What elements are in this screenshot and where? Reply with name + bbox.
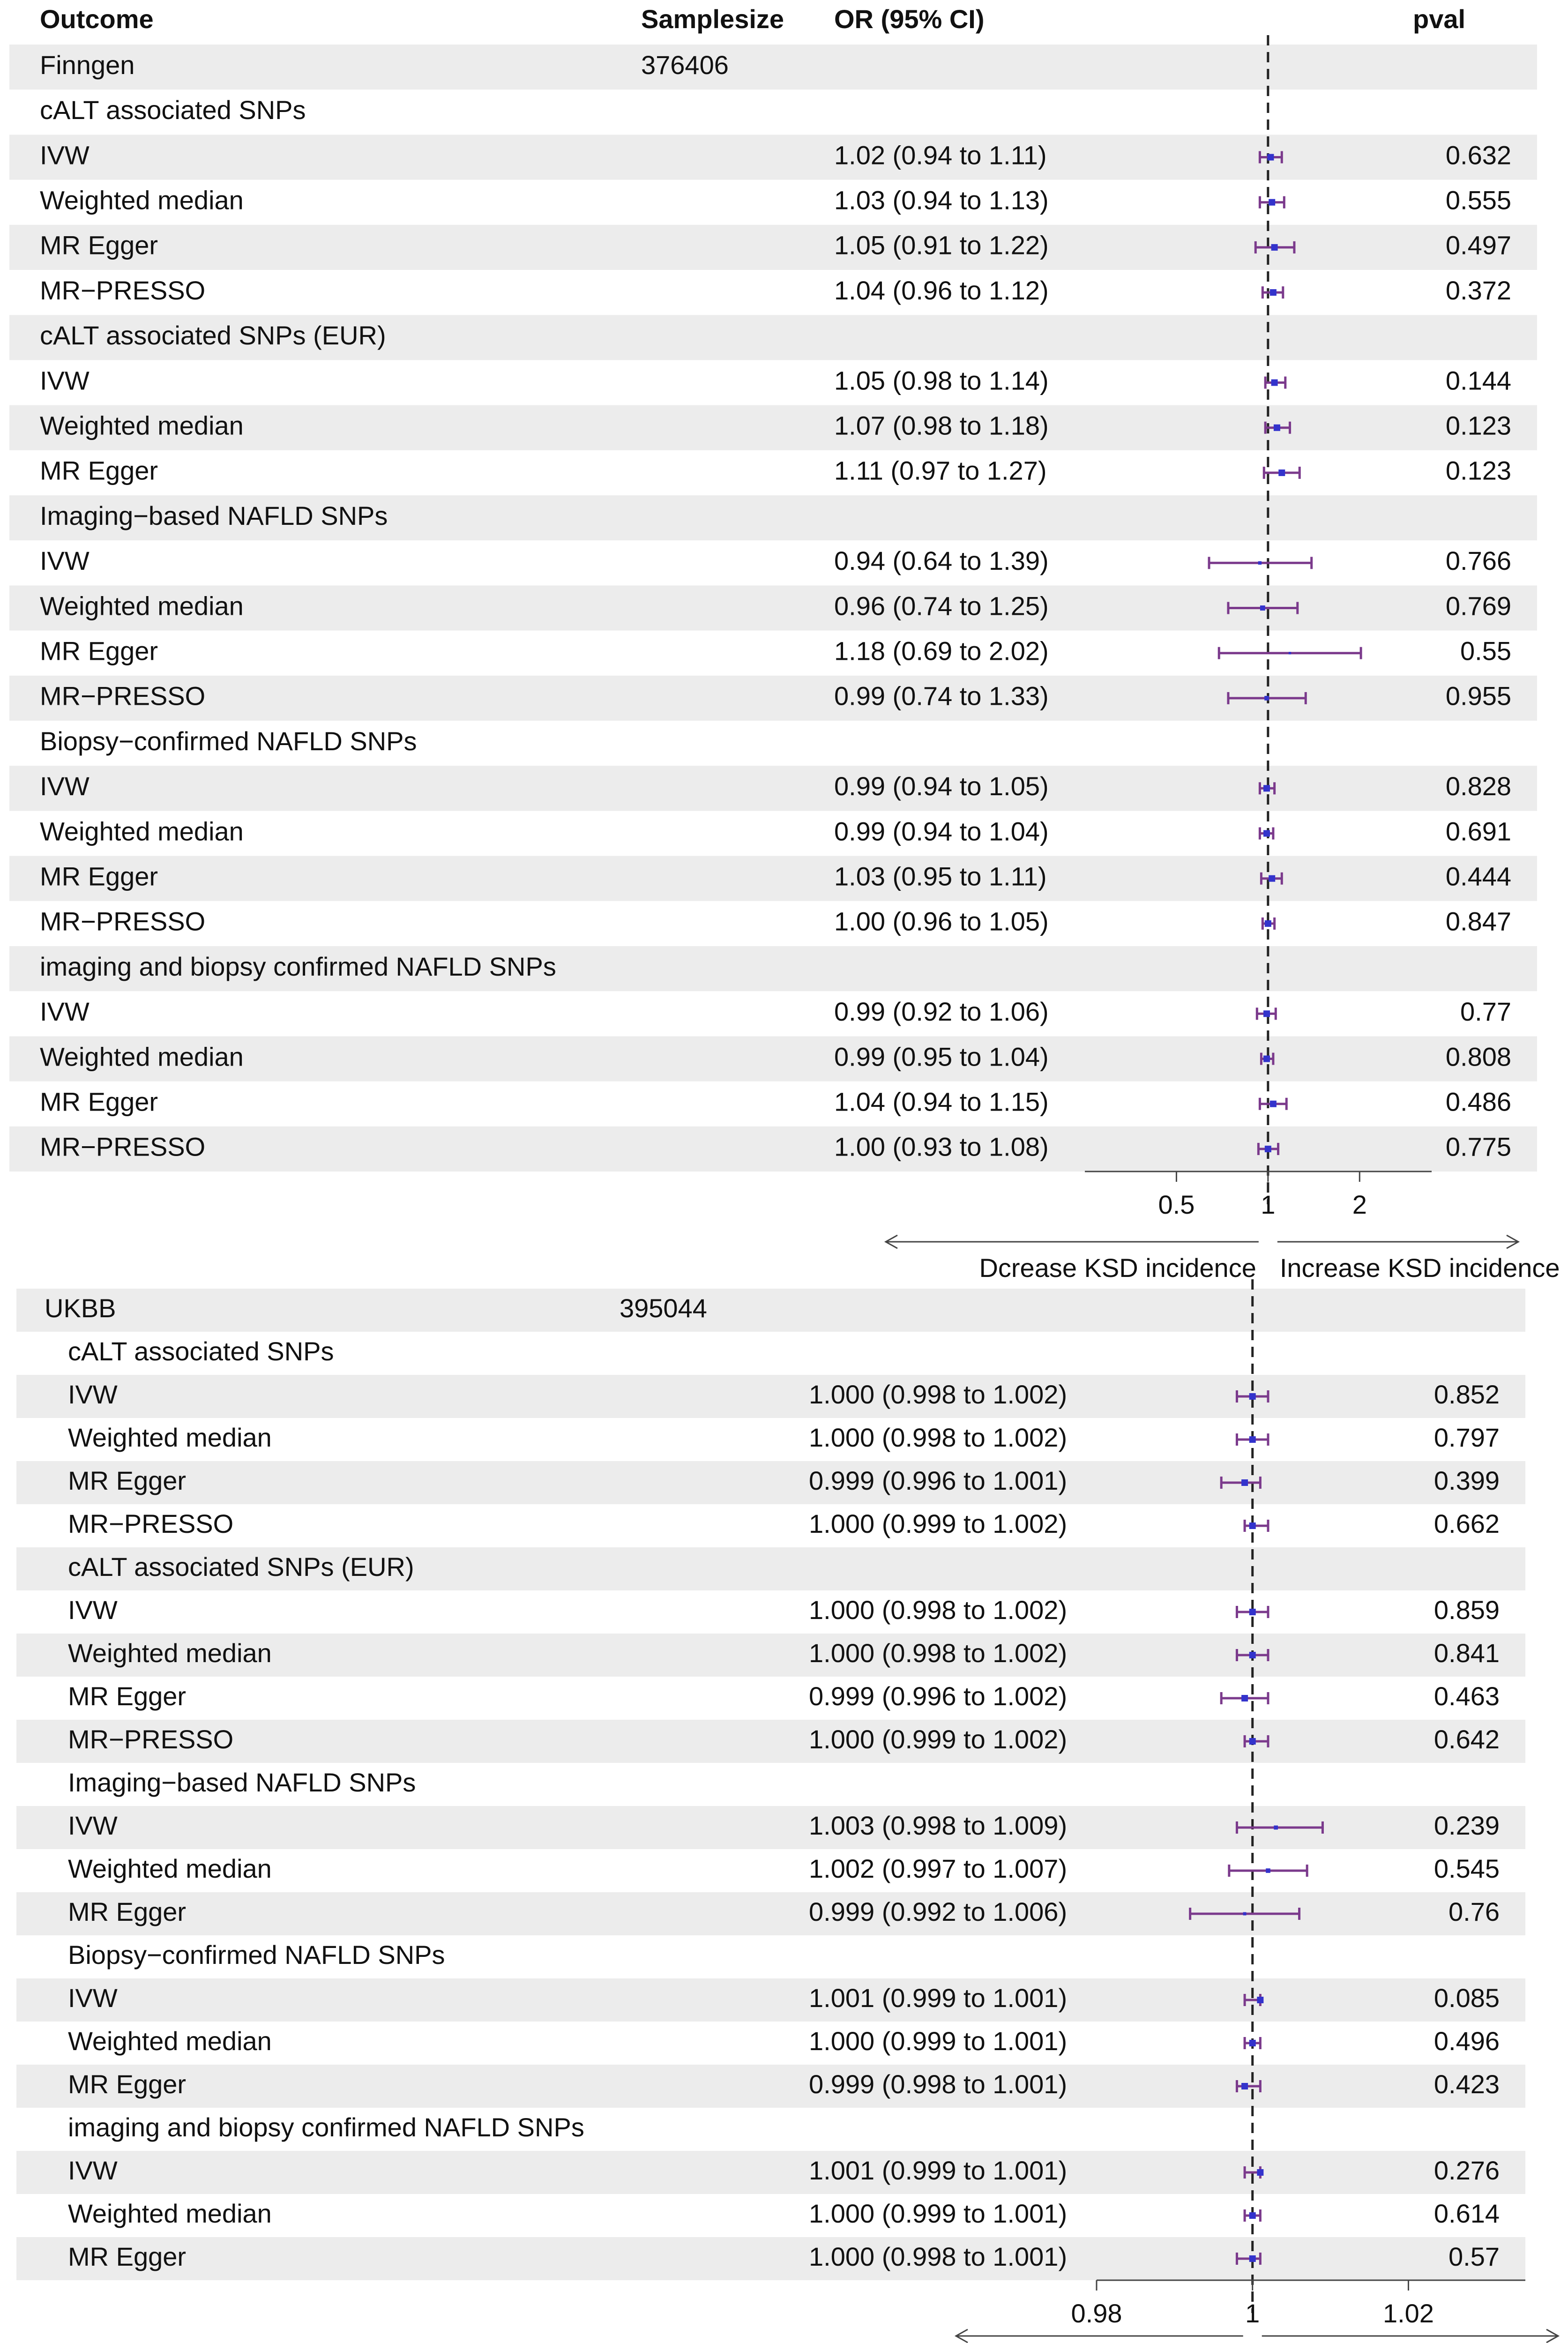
panel2-x-tick-label-2: 1 [1245, 2298, 1260, 2328]
header-pval: pval [1413, 4, 1466, 34]
panel2-g2-r1-point-estimate [1249, 1609, 1256, 1615]
panel2-g2-r3-point-estimate [1241, 1695, 1248, 1701]
panel1-arrow-left-label: Dcrease KSD incidence [979, 1253, 1256, 1283]
panel1-arrow-right-label: Increase KSD incidence [1279, 1253, 1560, 1283]
panel1-row-stripe [9, 856, 1537, 901]
panel2-g1-r1-or-ci-label: 1.000 (0.998 to 1.002) [809, 1379, 1068, 1409]
panel2-g3-r1-method-label: IVW [68, 1810, 118, 1840]
panel1-g4-r1-method-label: IVW [40, 771, 90, 801]
panel1-g1-r3-pval-label: 0.497 [1445, 230, 1511, 260]
panel1-g1-r1-pval-label: 0.632 [1445, 140, 1511, 170]
panel1-group-label-5: imaging and biopsy confirmed NAFLD SNPs [40, 951, 556, 981]
panel1-x-tick-label-3: 2 [1352, 1189, 1367, 1219]
panel2-g5-r2-method-label: Weighted median [68, 2198, 272, 2228]
panel2-g2-r3-method-label: MR Egger [68, 1681, 187, 1711]
panel1-g3-r4-or-ci-label: 0.99 (0.74 to 1.33) [834, 681, 1049, 711]
panel1-g2-r3-method-label: MR Egger [40, 455, 158, 485]
panel1-g1-r4-pval-label: 0.372 [1445, 275, 1511, 305]
panel2-g2-r2-method-label: Weighted median [68, 1638, 272, 1668]
panel2-g3-r3-point-estimate [1243, 1912, 1247, 1916]
header-samplesize: Samplesize [641, 4, 784, 34]
panel1-g2-r2-pval-label: 0.123 [1445, 410, 1511, 440]
panel1-g4-r3-point-estimate [1269, 875, 1275, 882]
panel1-g5-r3-method-label: MR Egger [40, 1087, 158, 1117]
panel2-g1-r1-method-label: IVW [68, 1379, 118, 1409]
panel2-g3-r2-method-label: Weighted median [68, 1853, 272, 1883]
panel2-g5-r2-point-estimate [1249, 2212, 1256, 2219]
panel1-row-stripe [9, 766, 1537, 811]
panel1-g1-r3-point-estimate [1271, 244, 1278, 251]
panel2-g1-r4-pval-label: 0.662 [1434, 1508, 1500, 1538]
panel2-g2-r4-method-label: MR−PRESSO [68, 1724, 234, 1754]
panel2-g5-r3-point-estimate [1249, 2255, 1256, 2262]
panel1-g1-r1-method-label: IVW [40, 140, 90, 170]
panel1-g5-r1-or-ci-label: 0.99 (0.92 to 1.06) [834, 997, 1049, 1027]
panel2-x-tick-label-3: 1.02 [1382, 2298, 1434, 2328]
panel1-cohort-samplesize: 376406 [641, 50, 729, 80]
panel2-g1-r4-point-estimate [1249, 1522, 1256, 1529]
panel2-g1-r2-method-label: Weighted median [68, 1422, 272, 1452]
panel2-g4-r1-or-ci-label: 1.001 (0.999 to 1.001) [809, 1983, 1068, 2013]
panel2-g5-r1-pval-label: 0.276 [1434, 2155, 1500, 2185]
panel1-g5-r1-method-label: IVW [40, 997, 90, 1027]
panel2-g2-r4-pval-label: 0.642 [1434, 1724, 1500, 1754]
panel2-g4-r3-pval-label: 0.423 [1434, 2069, 1500, 2099]
panel1-g4-r2-method-label: Weighted median [40, 816, 244, 846]
panel1-row-stripe [9, 45, 1537, 90]
panel2-g4-r1-method-label: IVW [68, 1983, 118, 2013]
panel1-g4-r1-or-ci-label: 0.99 (0.94 to 1.05) [834, 771, 1049, 801]
panel1-g5-r1-point-estimate [1263, 1010, 1270, 1017]
panel2-g1-r2-pval-label: 0.797 [1434, 1422, 1500, 1452]
panel1-g3-r3-pval-label: 0.55 [1460, 636, 1511, 666]
panel2-g4-r3-method-label: MR Egger [68, 2069, 187, 2099]
panel2-x-tick-label-1: 0.98 [1071, 2298, 1122, 2328]
panel1-g3-r3-method-label: MR Egger [40, 636, 158, 666]
panel1-g2-r1-method-label: IVW [40, 366, 90, 395]
panel1-g2-r2-point-estimate [1274, 425, 1280, 431]
panel2-g5-r3-or-ci-label: 1.000 (0.998 to 1.001) [809, 2241, 1068, 2271]
panel2-g1-r3-pval-label: 0.399 [1434, 1465, 1500, 1495]
panel2-g5-r1-point-estimate [1257, 2169, 1263, 2176]
panel1-g5-r2-method-label: Weighted median [40, 1042, 244, 1072]
panel2-g5-r2-pval-label: 0.614 [1434, 2198, 1500, 2228]
panel2-g5-r3-method-label: MR Egger [68, 2241, 187, 2271]
panel2-g4-r2-point-estimate [1249, 2040, 1256, 2046]
panel2-g3-r2-point-estimate [1266, 1868, 1270, 1873]
panel1-g1-r1-point-estimate [1267, 154, 1274, 161]
panel2-g1-r3-method-label: MR Egger [68, 1465, 187, 1495]
panel2-row-stripe [16, 1720, 1525, 1763]
panel1-g4-r4-method-label: MR−PRESSO [40, 906, 206, 936]
panel2-g5-r2-or-ci-label: 1.000 (0.999 to 1.001) [809, 2198, 1068, 2228]
panel1-g3-r1-method-label: IVW [40, 546, 90, 576]
panel2-g4-r1-pval-label: 0.085 [1434, 1983, 1500, 2013]
panel1-g4-r3-or-ci-label: 1.03 (0.95 to 1.11) [834, 861, 1047, 891]
panel1-g1-r2-method-label: Weighted median [40, 185, 244, 215]
panel1-g1-r4-or-ci-label: 1.04 (0.96 to 1.12) [834, 275, 1049, 305]
panel2-g4-r1-point-estimate [1257, 1997, 1263, 2003]
panel1-g4-r4-pval-label: 0.847 [1445, 906, 1511, 936]
panel1-g1-r2-point-estimate [1269, 199, 1275, 206]
panel2-g1-r2-or-ci-label: 1.000 (0.998 to 1.002) [809, 1422, 1068, 1452]
panel1-x-tick-label-2: 1 [1261, 1189, 1276, 1219]
panel1-g5-r4-point-estimate [1265, 1146, 1271, 1152]
panel2-g3-r2-or-ci-label: 1.002 (0.997 to 1.007) [809, 1853, 1068, 1883]
panel1-g2-r2-method-label: Weighted median [40, 410, 244, 440]
panel1-g4-r1-point-estimate [1263, 785, 1270, 791]
panel2-g4-r2-method-label: Weighted median [68, 2026, 272, 2056]
panel2-row-stripe [16, 1375, 1525, 1418]
panel1-g3-r2-point-estimate [1260, 605, 1265, 611]
panel2-g2-r2-pval-label: 0.841 [1434, 1638, 1500, 1668]
panel1-g1-r4-method-label: MR−PRESSO [40, 275, 206, 305]
panel2-row-stripe [16, 1978, 1525, 2022]
header-outcome: Outcome [40, 4, 154, 34]
panel1-g4-r2-point-estimate [1263, 830, 1270, 837]
panel2-group-label-5: imaging and biopsy confirmed NAFLD SNPs [68, 2112, 584, 2142]
panel2-g2-r3-pval-label: 0.463 [1434, 1681, 1500, 1711]
panel2-g2-r4-point-estimate [1249, 1738, 1256, 1745]
panel1-g2-r3-pval-label: 0.123 [1445, 455, 1511, 485]
panel2-g2-r1-pval-label: 0.859 [1434, 1595, 1500, 1625]
panel1-g3-r4-point-estimate [1264, 696, 1269, 701]
panel2-group-label-4: Biopsy−confirmed NAFLD SNPs [68, 1940, 445, 1970]
panel1-g5-r4-method-label: MR−PRESSO [40, 1132, 206, 1162]
panel2-g2-r1-method-label: IVW [68, 1595, 118, 1625]
panel2-g3-r3-or-ci-label: 0.999 (0.992 to 1.006) [809, 1896, 1068, 1926]
panel2-g4-r2-or-ci-label: 1.000 (0.999 to 1.001) [809, 2026, 1068, 2056]
panel2-g1-r2-point-estimate [1249, 1436, 1256, 1443]
panel1-g4-r4-point-estimate [1265, 920, 1271, 927]
panel2-g1-r3-point-estimate [1241, 1479, 1248, 1486]
panel2-row-stripe [16, 1461, 1525, 1504]
panel1-row-stripe [9, 676, 1537, 721]
panel2-g4-r3-point-estimate [1241, 2083, 1248, 2089]
panel1-row-stripe [9, 225, 1537, 270]
panel1-g1-r3-or-ci-label: 1.05 (0.91 to 1.22) [834, 230, 1049, 260]
panel1-g3-r1-pval-label: 0.766 [1445, 546, 1511, 576]
panel2-cohort-samplesize: 395044 [620, 1293, 707, 1323]
panel2-row-stripe [16, 2237, 1525, 2280]
panel2-g4-r2-pval-label: 0.496 [1434, 2026, 1500, 2056]
panel1-g4-r3-method-label: MR Egger [40, 861, 158, 891]
panel1-g1-r2-or-ci-label: 1.03 (0.94 to 1.13) [834, 185, 1049, 215]
panel2-row-stripe [16, 2065, 1525, 2108]
panel2-g1-r1-point-estimate [1249, 1393, 1256, 1400]
panel1-g1-r2-pval-label: 0.555 [1445, 185, 1511, 215]
panel1-g4-r2-pval-label: 0.691 [1445, 816, 1511, 846]
panel2-group-label-3: Imaging−based NAFLD SNPs [68, 1767, 416, 1797]
panel2-g1-r4-or-ci-label: 1.000 (0.999 to 1.002) [809, 1508, 1068, 1538]
panel2-g1-r1-pval-label: 0.852 [1434, 1379, 1500, 1409]
panel2-row-stripe [16, 2151, 1525, 2194]
panel1-g5-r2-pval-label: 0.808 [1445, 1042, 1511, 1072]
panel2-g5-r1-or-ci-label: 1.001 (0.999 to 1.001) [809, 2155, 1068, 2185]
panel2-group-label-1: cALT associated SNPs [68, 1336, 334, 1366]
panel2-g3-r2-pval-label: 0.545 [1434, 1853, 1500, 1883]
panel1-group-label-2: cALT associated SNPs (EUR) [40, 321, 386, 351]
panel1-g3-r1-point-estimate [1258, 561, 1262, 565]
panel2-g3-r1-or-ci-label: 1.003 (0.998 to 1.009) [809, 1810, 1068, 1840]
panel1-g2-r1-pval-label: 0.144 [1445, 366, 1511, 395]
panel1-g2-r1-point-estimate [1271, 380, 1278, 386]
panel1-g4-r2-or-ci-label: 0.99 (0.94 to 1.04) [834, 816, 1049, 846]
panel2-g3-r3-pval-label: 0.76 [1449, 1896, 1500, 1926]
panel1-g2-r3-or-ci-label: 1.11 (0.97 to 1.27) [834, 455, 1047, 485]
panel1-g1-r1-or-ci-label: 1.02 (0.94 to 1.11) [834, 140, 1047, 170]
panel1-g5-r4-or-ci-label: 1.00 (0.93 to 1.08) [834, 1132, 1049, 1162]
panel1-g3-r2-or-ci-label: 0.96 (0.74 to 1.25) [834, 591, 1049, 621]
panel1-g5-r1-pval-label: 0.77 [1460, 997, 1511, 1027]
panel2-g2-r4-or-ci-label: 1.000 (0.999 to 1.002) [809, 1724, 1068, 1754]
panel2-g2-r3-or-ci-label: 0.999 (0.996 to 1.002) [809, 1681, 1068, 1711]
panel2-g1-r4-method-label: MR−PRESSO [68, 1508, 234, 1538]
panel1-g5-r2-point-estimate [1263, 1056, 1270, 1062]
panel1-g5-r3-pval-label: 0.486 [1445, 1087, 1511, 1117]
panel2-g5-r3-pval-label: 0.57 [1449, 2241, 1500, 2271]
panel1-cohort-label: Finngen [40, 50, 135, 80]
panel1-row-stripe [9, 134, 1537, 179]
panel1-group-label-1: cALT associated SNPs [40, 95, 306, 125]
panel1-g2-r2-or-ci-label: 1.07 (0.98 to 1.18) [834, 410, 1049, 440]
panel1-g3-r3-point-estimate [1289, 652, 1291, 654]
panel1-g3-r3-or-ci-label: 1.18 (0.69 to 2.02) [834, 636, 1049, 666]
panel2-g2-r1-or-ci-label: 1.000 (0.998 to 1.002) [809, 1595, 1068, 1625]
panel1-g3-r1-or-ci-label: 0.94 (0.64 to 1.39) [834, 546, 1049, 576]
panel1-g5-r2-or-ci-label: 0.99 (0.95 to 1.04) [834, 1042, 1049, 1072]
panel1-g3-r2-pval-label: 0.769 [1445, 591, 1511, 621]
panel1-g2-r3-point-estimate [1278, 470, 1285, 476]
panel1-g3-r4-pval-label: 0.955 [1445, 681, 1511, 711]
panel1-x-tick-label-1: 0.5 [1158, 1189, 1195, 1219]
panel1-g4-r4-or-ci-label: 1.00 (0.96 to 1.05) [834, 906, 1049, 936]
header-or-ci: OR (95% CI) [834, 4, 985, 34]
panel1-group-label-4: Biopsy−confirmed NAFLD SNPs [40, 726, 417, 756]
panel1-g5-r3-or-ci-label: 1.04 (0.94 to 1.15) [834, 1087, 1049, 1117]
panel1-g5-r3-point-estimate [1270, 1101, 1277, 1107]
panel2-g3-r3-method-label: MR Egger [68, 1896, 187, 1926]
panel1-g1-r3-method-label: MR Egger [40, 230, 158, 260]
panel2-g3-r1-pval-label: 0.239 [1434, 1810, 1500, 1840]
panel2-cohort-label: UKBB [45, 1293, 116, 1323]
panel2-g1-r3-or-ci-label: 0.999 (0.996 to 1.001) [809, 1465, 1068, 1495]
panel2-row-stripe [16, 1289, 1525, 1332]
panel1-g4-r1-pval-label: 0.828 [1445, 771, 1511, 801]
panel1-g1-r4-point-estimate [1270, 289, 1277, 296]
panel2-g2-r2-or-ci-label: 1.000 (0.998 to 1.002) [809, 1638, 1068, 1668]
panel1-g4-r3-pval-label: 0.444 [1445, 861, 1511, 891]
panel1-g5-r4-pval-label: 0.775 [1445, 1132, 1511, 1162]
panel2-g4-r3-or-ci-label: 0.999 (0.998 to 1.001) [809, 2069, 1068, 2099]
panel1-g3-r2-method-label: Weighted median [40, 591, 244, 621]
panel2-g3-r1-point-estimate [1274, 1826, 1278, 1830]
panel1-row-stripe [9, 1127, 1537, 1172]
panel2-g2-r2-point-estimate [1249, 1652, 1256, 1658]
panel1-g3-r4-method-label: MR−PRESSO [40, 681, 206, 711]
panel2-group-label-2: cALT associated SNPs (EUR) [68, 1552, 414, 1582]
panel1-g2-r1-or-ci-label: 1.05 (0.98 to 1.14) [834, 366, 1049, 395]
panel1-group-label-3: Imaging−based NAFLD SNPs [40, 500, 388, 530]
panel2-g5-r1-method-label: IVW [68, 2155, 118, 2185]
